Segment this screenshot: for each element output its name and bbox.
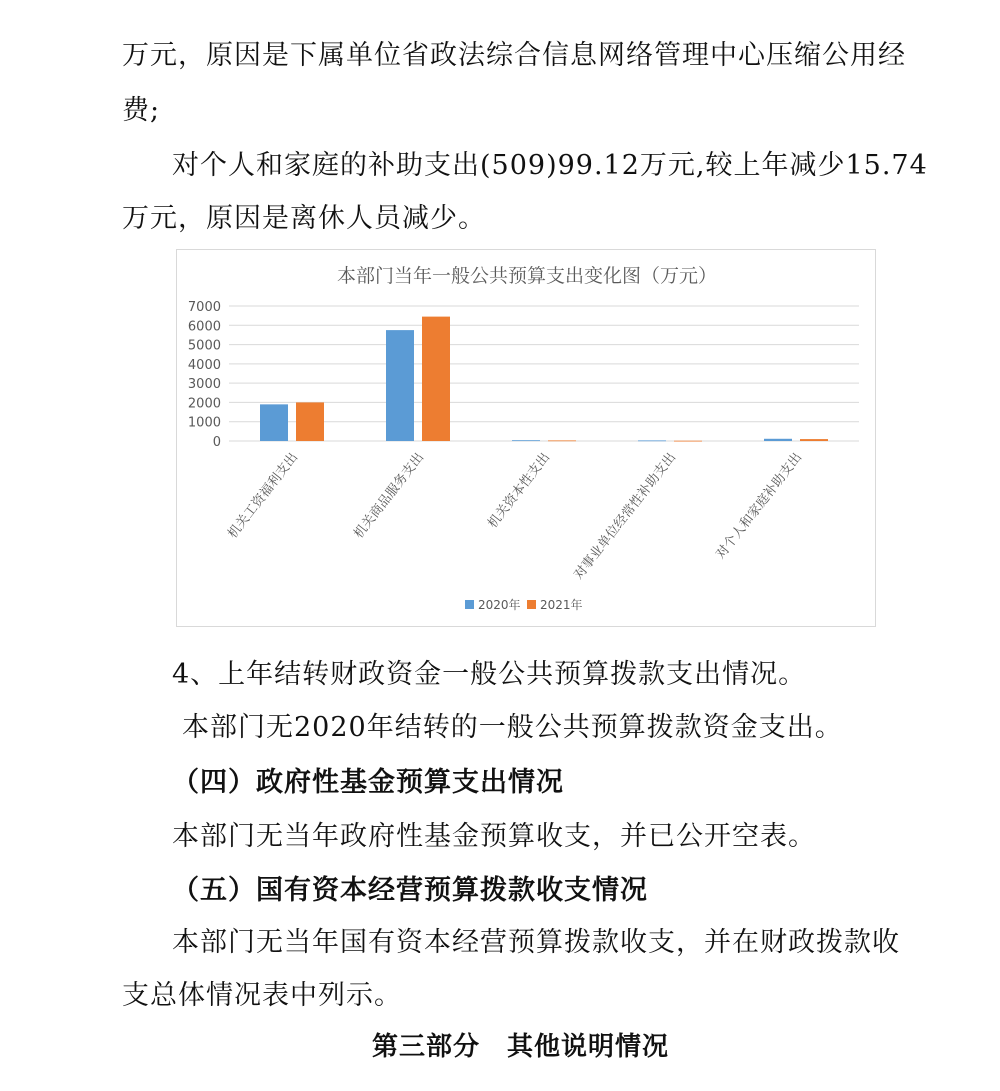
chart-title: 本部门当年一般公共预算支出变化图（万元） bbox=[336, 265, 718, 287]
category-label: 机关资本性支出 bbox=[485, 450, 554, 532]
body-text-line: 万元，原因是下属单位省政法综合信息网络管理中心压缩公用经 bbox=[122, 40, 906, 71]
y-tick-label: 1000 bbox=[187, 415, 221, 431]
legend-label: 2021年 bbox=[540, 598, 583, 612]
y-tick-label: 5000 bbox=[187, 338, 221, 354]
body-text-line: 本部门无2020年结转的一般公共预算拨款资金支出。 bbox=[182, 712, 843, 743]
category-label: 机关工资福利支出 bbox=[225, 450, 302, 542]
budget-chart bbox=[176, 249, 876, 627]
body-text-line: 本部门无当年政府性基金预算收支，并已公开空表。 bbox=[172, 821, 816, 852]
bar-2021年 bbox=[548, 440, 576, 441]
body-text-line: 费; bbox=[122, 95, 161, 126]
bar-2020年 bbox=[386, 330, 414, 441]
legend-swatch bbox=[527, 600, 536, 609]
bar-2020年 bbox=[512, 440, 540, 441]
bar-2020年 bbox=[764, 439, 792, 441]
body-text-line: 对个人和家庭的补助支出(509)99.12万元,较上年减少15.74 bbox=[172, 150, 928, 181]
y-tick-label: 4000 bbox=[187, 357, 221, 373]
y-tick-label: 0 bbox=[212, 435, 221, 450]
part-heading: 第三部分 其他说明情况 bbox=[372, 1032, 670, 1062]
bar-2020年 bbox=[260, 404, 288, 441]
bar-2020年 bbox=[638, 440, 666, 441]
bar-2021年 bbox=[674, 441, 702, 442]
body-text-line: 支总体情况表中列示。 bbox=[122, 980, 402, 1011]
y-tick-label: 3000 bbox=[187, 377, 221, 393]
bar-2021年 bbox=[422, 317, 450, 441]
category-label: 对事业单位经常性补助支出 bbox=[571, 450, 680, 583]
section-heading: （五）国有资本经营预算拨款收支情况 bbox=[172, 875, 648, 906]
y-tick-label: 7000 bbox=[187, 300, 221, 315]
category-label: 对个人和家庭补助支出 bbox=[713, 450, 806, 562]
chart-canvas bbox=[177, 250, 877, 628]
legend-swatch bbox=[465, 600, 474, 609]
y-tick-label: 2000 bbox=[187, 396, 221, 412]
body-text-line: 万元，原因是离休人员减少。 bbox=[122, 203, 486, 234]
bar-2021年 bbox=[800, 439, 828, 441]
category-label: 机关商品服务支出 bbox=[351, 450, 428, 542]
section-heading: （四）政府性基金预算支出情况 bbox=[172, 767, 564, 798]
body-text-line: 本部门无当年国有资本经营预算拨款收支，并在财政拨款收 bbox=[172, 927, 900, 958]
legend-label: 2020年 bbox=[478, 598, 521, 612]
bar-2021年 bbox=[296, 402, 324, 441]
body-text-line: 4、上年结转财政资金一般公共预算拨款支出情况。 bbox=[172, 659, 807, 690]
y-tick-label: 6000 bbox=[187, 319, 221, 335]
